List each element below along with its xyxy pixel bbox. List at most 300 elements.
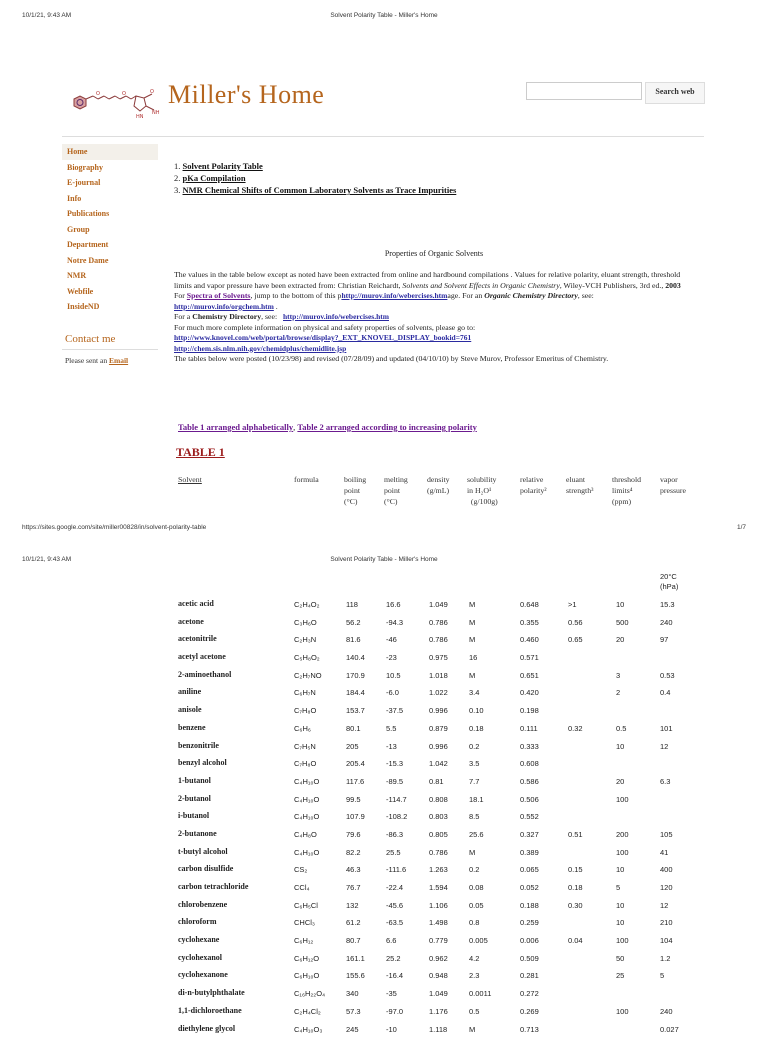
cell-threshold: 500 bbox=[616, 618, 629, 627]
contact-title: Contact me bbox=[65, 333, 115, 345]
webercises-link[interactable]: http://murov.info/webercises.htm bbox=[341, 291, 447, 300]
cell-bp: 205 bbox=[346, 742, 359, 751]
cell-formula: C₆H₅Cl bbox=[294, 901, 318, 910]
cell-bp: 132 bbox=[346, 901, 359, 910]
table-row bbox=[178, 615, 718, 633]
cell-density: 0.786 bbox=[429, 848, 448, 857]
sidebar-nav bbox=[62, 144, 158, 315]
table-row bbox=[178, 685, 718, 703]
cell-mp: -15.3 bbox=[386, 759, 403, 768]
cell-bp: 117.6 bbox=[346, 777, 364, 786]
cell-solubility: M bbox=[469, 618, 475, 627]
cell-solubility: M bbox=[469, 1025, 475, 1034]
cell-density: 0.81 bbox=[429, 777, 444, 786]
cell-threshold: 200 bbox=[616, 830, 629, 839]
cell-density: 0.879 bbox=[429, 724, 448, 733]
cell-threshold: 50 bbox=[616, 954, 624, 963]
cell-bp: 99.5 bbox=[346, 795, 361, 804]
cell-name: 1-butanol bbox=[178, 776, 211, 785]
cell-name: cyclohexanone bbox=[178, 970, 228, 979]
header-bp-line: boiling bbox=[344, 475, 366, 484]
table-row bbox=[178, 792, 718, 810]
cell-threshold: 20 bbox=[616, 635, 624, 644]
cell-polarity: 0.506 bbox=[520, 795, 539, 804]
cell-name: acetonitrile bbox=[178, 634, 217, 643]
cell-formula: C₆H₁₀O bbox=[294, 971, 319, 980]
table-row bbox=[178, 951, 718, 969]
header-solubility-line: (g/100g) bbox=[471, 497, 498, 506]
intro-text-f: age. For an bbox=[447, 291, 482, 300]
cell-solubility: M bbox=[469, 671, 475, 680]
book-title: Solvents and Solvent Effects in Organic Chemistry bbox=[402, 281, 559, 290]
cell-density: 1.263 bbox=[429, 865, 448, 874]
cell-solubility: M bbox=[469, 635, 475, 644]
table-row bbox=[178, 703, 718, 721]
cell-solubility: 0.2 bbox=[469, 742, 479, 751]
cell-formula: C₆H₁₂ bbox=[294, 936, 313, 945]
cell-bp: 205.4 bbox=[346, 759, 365, 768]
cell-vapor: 12 bbox=[660, 742, 668, 751]
cell-formula: C₄H₁₀O bbox=[294, 848, 319, 857]
header-mp-line: point bbox=[384, 486, 400, 495]
cell-density: 0.975 bbox=[429, 653, 448, 662]
cell-density: 0.808 bbox=[429, 795, 448, 804]
cell-mp: -97.0 bbox=[386, 1007, 403, 1016]
cell-bp: 76.7 bbox=[346, 883, 361, 892]
cell-polarity: 0.389 bbox=[520, 848, 539, 857]
table2-link[interactable]: Table 2 arranged according to increasing polarity bbox=[297, 422, 476, 432]
header-mp bbox=[384, 474, 408, 507]
search-input[interactable] bbox=[526, 82, 642, 100]
cell-density: 0.786 bbox=[429, 618, 448, 627]
header-eluant bbox=[566, 474, 593, 496]
toc-link-solvent-polarity[interactable]: Solvent Polarity Table bbox=[183, 161, 263, 171]
cell-density: 0.803 bbox=[429, 812, 448, 821]
cell-density: 0.996 bbox=[429, 706, 448, 715]
cell-name: aniline bbox=[178, 687, 201, 696]
cell-bp: 80.7 bbox=[346, 936, 361, 945]
header-vapor-line: vapor bbox=[660, 475, 678, 484]
contact-text bbox=[65, 356, 128, 365]
header-density-line: density bbox=[427, 475, 450, 484]
svg-text:O: O bbox=[96, 91, 100, 97]
cell-solubility: 2.3 bbox=[469, 971, 479, 980]
header-eluant-line: strength³ bbox=[566, 486, 593, 495]
table-row bbox=[178, 862, 718, 880]
cell-vapor: 101 bbox=[660, 724, 673, 733]
cell-eluant: 0.32 bbox=[568, 724, 583, 733]
cell-mp: -63.5 bbox=[386, 918, 403, 927]
cell-mp: 6.6 bbox=[386, 936, 396, 945]
intro-text-g: , see: bbox=[578, 291, 594, 300]
cell-density: 1.049 bbox=[429, 989, 448, 998]
header-threshold-line: threshold bbox=[612, 475, 641, 484]
knovel-link[interactable]: http://www.knovel.com/web/portal/browse/display?_EXT_KNOVEL_DISPLAY_bookid=761 bbox=[174, 333, 471, 342]
cell-mp: 16.6 bbox=[386, 600, 401, 609]
header-solubility-line: solubility bbox=[467, 475, 496, 484]
cell-threshold: 0.5 bbox=[616, 724, 626, 733]
cell-bp: 61.2 bbox=[346, 918, 361, 927]
nav-item-publications[interactable]: Publications bbox=[62, 206, 158, 222]
cell-bp: 155.6 bbox=[346, 971, 365, 980]
cell-threshold: 100 bbox=[616, 848, 629, 857]
cell-eluant: 0.56 bbox=[568, 618, 583, 627]
cell-solubility: 8.5 bbox=[469, 812, 479, 821]
svg-text:O: O bbox=[122, 91, 126, 97]
cell-bp: 170.9 bbox=[346, 671, 365, 680]
cell-name: 2-butanol bbox=[178, 794, 211, 803]
vapor-unit-line: 20°C bbox=[660, 572, 677, 581]
cell-mp: -86.3 bbox=[386, 830, 403, 839]
table-row bbox=[178, 809, 718, 827]
nav-item-info[interactable]: Info bbox=[62, 191, 158, 207]
toc-link-nmr-shifts[interactable]: NMR Chemical Shifts of Common Laboratory Solvents as Trace Impurities bbox=[183, 185, 457, 195]
cell-formula: CS₂ bbox=[294, 865, 307, 874]
vapor-unit bbox=[660, 572, 678, 592]
cell-mp: 5.5 bbox=[386, 724, 396, 733]
cell-name: cyclohexane bbox=[178, 935, 219, 944]
cell-vapor: 15.3 bbox=[660, 600, 675, 609]
cell-density: 1.106 bbox=[429, 901, 448, 910]
cell-vapor: 97 bbox=[660, 635, 668, 644]
table-row bbox=[178, 668, 718, 686]
cell-solubility: M bbox=[469, 848, 475, 857]
table1-title: TABLE 1 bbox=[176, 445, 225, 460]
cell-polarity: 0.571 bbox=[520, 653, 539, 662]
cell-vapor: 400 bbox=[660, 865, 673, 874]
solvent-table bbox=[178, 597, 718, 1039]
header-mp-line: melting bbox=[384, 475, 408, 484]
cell-density: 0.786 bbox=[429, 635, 448, 644]
table-row bbox=[178, 739, 718, 757]
cell-solubility: 4.2 bbox=[469, 954, 479, 963]
cell-formula: C₂H₇NO bbox=[294, 671, 322, 680]
cell-solubility: 0.05 bbox=[469, 901, 484, 910]
cell-vapor: 0.4 bbox=[660, 688, 670, 697]
nav-item-e-journal[interactable]: E-journal bbox=[62, 175, 158, 191]
cell-solubility: 0.8 bbox=[469, 918, 479, 927]
table-row bbox=[178, 845, 718, 863]
cell-formula: C₄H₁₀O₃ bbox=[294, 1025, 322, 1034]
nav-item-home[interactable]: Home bbox=[62, 144, 158, 160]
cell-formula: C₅H₈O₂ bbox=[294, 653, 320, 662]
cell-vapor: 1.2 bbox=[660, 954, 670, 963]
cell-vapor: 105 bbox=[660, 830, 673, 839]
cell-polarity: 0.272 bbox=[520, 989, 539, 998]
cell-polarity: 0.006 bbox=[520, 936, 539, 945]
toc-num: 3. bbox=[174, 185, 180, 195]
header-threshold-line: limits⁴ bbox=[612, 486, 632, 495]
table-row bbox=[178, 986, 718, 1004]
cell-formula: C₆H₆ bbox=[294, 724, 311, 733]
cell-bp: 81.6 bbox=[346, 635, 361, 644]
cell-polarity: 0.052 bbox=[520, 883, 539, 892]
cell-solubility: 0.18 bbox=[469, 724, 484, 733]
spectra-link[interactable]: Spectra of Solvents bbox=[187, 291, 251, 300]
cell-solubility: 3.5 bbox=[469, 759, 479, 768]
cell-name: anisole bbox=[178, 705, 202, 714]
cell-name: acetyl acetone bbox=[178, 652, 226, 661]
table-row bbox=[178, 650, 718, 668]
cell-threshold: 2 bbox=[616, 688, 620, 697]
cell-mp: -35 bbox=[386, 989, 397, 998]
cell-threshold: 10 bbox=[616, 742, 624, 751]
cell-mp: -16.4 bbox=[386, 971, 403, 980]
cell-density: 1.022 bbox=[429, 688, 448, 697]
cell-bp: 245 bbox=[346, 1025, 359, 1034]
intro-text-c: , Wiley-VCH Publishers, 3rd ed., bbox=[560, 281, 664, 290]
nav-item-department[interactable]: Department bbox=[62, 237, 158, 253]
cell-density: 0.779 bbox=[429, 936, 448, 945]
cell-solubility: 7.7 bbox=[469, 777, 479, 786]
contact-divider bbox=[62, 349, 158, 350]
cell-name: diethylene glycol bbox=[178, 1024, 235, 1033]
cell-solubility: 0.2 bbox=[469, 865, 479, 874]
toc-num: 1. bbox=[174, 161, 180, 171]
cell-density: 0.962 bbox=[429, 954, 448, 963]
cell-bp: 57.3 bbox=[346, 1007, 361, 1016]
cell-eluant: >1 bbox=[568, 600, 577, 609]
cell-vapor: 240 bbox=[660, 1007, 673, 1016]
cell-name: cyclohexanol bbox=[178, 953, 222, 962]
cell-mp: -89.5 bbox=[386, 777, 403, 786]
cell-polarity: 0.648 bbox=[520, 600, 539, 609]
cd-post: , see: bbox=[261, 312, 277, 321]
cell-name: t-butyl alcohol bbox=[178, 847, 228, 856]
table-links-sep: , bbox=[293, 422, 295, 432]
molecule-logo-icon bbox=[62, 86, 168, 126]
more-info-text: For much more complete information on physical and safety properties of solvents, please go to: bbox=[174, 323, 475, 332]
table-row bbox=[178, 880, 718, 898]
header-polarity-line: relative bbox=[520, 475, 543, 484]
cd-pre: For a bbox=[174, 312, 190, 321]
cell-density: 1.049 bbox=[429, 600, 448, 609]
header-bp-line: point bbox=[344, 486, 360, 495]
header-density bbox=[427, 474, 450, 496]
cell-solubility: 18.1 bbox=[469, 795, 484, 804]
cell-threshold: 100 bbox=[616, 795, 629, 804]
header-vapor-line: pressure bbox=[660, 486, 686, 495]
cell-formula: CCl₄ bbox=[294, 883, 310, 892]
table-row bbox=[178, 756, 718, 774]
nav-item-biography[interactable]: Biography bbox=[62, 160, 158, 176]
cell-density: 1.042 bbox=[429, 759, 448, 768]
cell-eluant: 0.18 bbox=[568, 883, 583, 892]
cell-name: acetic acid bbox=[178, 599, 214, 608]
ocd-label: Organic Chemistry Directory bbox=[484, 291, 578, 300]
intro-text-a: The values in the table below except as noted have been extracted from online and hardbound compilations . Values for relative polarity, eluant strength, threshold limits and vapor pressure have been extracted from: Christian Reichardt, bbox=[174, 270, 680, 290]
cell-bp: 56.2 bbox=[346, 618, 361, 627]
cell-bp: 184.4 bbox=[346, 688, 365, 697]
cell-formula: C₄H₁₀O bbox=[294, 795, 319, 804]
cell-formula: C₄H₈O bbox=[294, 830, 317, 839]
toc-item bbox=[174, 160, 714, 172]
cell-eluant: 0.30 bbox=[568, 901, 583, 910]
cell-polarity: 0.065 bbox=[520, 865, 539, 874]
cell-name: 2-butanone bbox=[178, 829, 217, 838]
cell-polarity: 0.552 bbox=[520, 812, 539, 821]
cell-mp: 25.5 bbox=[386, 848, 401, 857]
cell-mp: 25.2 bbox=[386, 954, 401, 963]
cell-polarity: 0.259 bbox=[520, 918, 539, 927]
cell-solubility: 0.5 bbox=[469, 1007, 479, 1016]
cell-formula: C₆H₇N bbox=[294, 688, 316, 697]
posted-text: The tables below were posted (10/23/98) and revised (07/28/09) and updated (04/10/10) by Steve Murov, Professor Emeritus of Chemistry. bbox=[174, 354, 608, 363]
cell-bp: 140.4 bbox=[346, 653, 365, 662]
email-link[interactable]: Email bbox=[109, 356, 128, 365]
header-bp-line: (°C) bbox=[344, 497, 358, 506]
cell-eluant: 0.04 bbox=[568, 936, 583, 945]
cell-solubility: 0.10 bbox=[469, 706, 484, 715]
cell-formula: C₂H₄Cl₂ bbox=[294, 1007, 321, 1016]
toc-link-pka[interactable]: pKa Compilation bbox=[183, 173, 246, 183]
cell-vapor: 6.3 bbox=[660, 777, 670, 786]
cell-name: 2-aminoethanol bbox=[178, 670, 231, 679]
header-eluant-line: eluant bbox=[566, 475, 585, 484]
cell-threshold: 10 bbox=[616, 918, 624, 927]
table-row bbox=[178, 1022, 718, 1039]
cell-density: 1.176 bbox=[429, 1007, 448, 1016]
cell-mp: -6.0 bbox=[386, 688, 399, 697]
nav-item-insidend[interactable]: InsideND bbox=[62, 299, 158, 315]
cell-vapor: 240 bbox=[660, 618, 673, 627]
toc-item bbox=[174, 172, 714, 184]
cell-vapor: 0.027 bbox=[660, 1025, 679, 1034]
cell-bp: 107.9 bbox=[346, 812, 365, 821]
cell-density: 0.805 bbox=[429, 830, 448, 839]
cell-polarity: 0.281 bbox=[520, 971, 539, 980]
print-page-title-2: Solvent Polarity Table - Miller's Home bbox=[0, 556, 768, 563]
header-vapor bbox=[660, 474, 686, 496]
orgchem-link[interactable]: http://murov.info/orgchem.htm bbox=[174, 302, 274, 311]
table-row bbox=[178, 721, 718, 739]
table-links bbox=[178, 422, 477, 432]
cell-bp: 118 bbox=[346, 600, 358, 609]
cd-label: Chemistry Directory bbox=[192, 312, 261, 321]
search-web-button[interactable]: Search web bbox=[645, 82, 705, 104]
cell-polarity: 0.355 bbox=[520, 618, 539, 627]
cell-threshold: 10 bbox=[616, 600, 624, 609]
cell-bp: 340 bbox=[346, 989, 359, 998]
cell-vapor: 104 bbox=[660, 936, 673, 945]
header-density-line: (g/mL) bbox=[427, 486, 449, 495]
intro-text-d: For bbox=[174, 291, 185, 300]
header-solubility-line: in H₂O¹ bbox=[467, 486, 491, 495]
print-url: https://sites.google.com/site/miller00828/in/solvent-polarity-table bbox=[22, 524, 206, 531]
cell-density: 1.118 bbox=[429, 1025, 447, 1034]
contact-text-label: Please sent an bbox=[65, 356, 107, 365]
nav-item-notre-dame[interactable]: Notre Dame bbox=[62, 253, 158, 269]
header-solvent: Solvent bbox=[178, 474, 202, 485]
cell-bp: 153.7 bbox=[346, 706, 365, 715]
cell-vapor: 12 bbox=[660, 901, 668, 910]
cell-name: i-butanol bbox=[178, 811, 209, 820]
cell-formula: C₆H₁₂O bbox=[294, 954, 319, 963]
header-polarity-line: polarity² bbox=[520, 486, 547, 495]
cell-formula: C₂H₃N bbox=[294, 635, 316, 644]
cell-threshold: 5 bbox=[616, 883, 620, 892]
cell-name: carbon disulfide bbox=[178, 864, 233, 873]
header-threshold-line: (ppm) bbox=[612, 497, 631, 506]
cell-polarity: 0.333 bbox=[520, 742, 539, 751]
cell-formula: C₇H₅N bbox=[294, 742, 316, 751]
cell-name: carbon tetrachloride bbox=[178, 882, 248, 891]
cell-mp: -114.7 bbox=[386, 795, 407, 804]
page-2 bbox=[0, 552, 768, 1024]
cell-polarity: 0.586 bbox=[520, 777, 539, 786]
cell-polarity: 0.608 bbox=[520, 759, 539, 768]
cell-polarity: 0.651 bbox=[520, 671, 539, 680]
header-solubility bbox=[467, 474, 498, 507]
cell-mp: -23 bbox=[386, 653, 397, 662]
cell-name: benzene bbox=[178, 723, 206, 732]
cell-mp: -45.6 bbox=[386, 901, 403, 910]
cell-threshold: 10 bbox=[616, 901, 624, 910]
book-year: 2003 bbox=[665, 281, 681, 290]
cell-density: 0.996 bbox=[429, 742, 448, 751]
cell-mp: -13 bbox=[386, 742, 397, 751]
toc bbox=[174, 160, 714, 196]
cell-eluant: 0.51 bbox=[568, 830, 583, 839]
cell-name: di-n-butylphthalate bbox=[178, 988, 245, 997]
print-page-title: Solvent Polarity Table - Miller's Home bbox=[0, 12, 768, 19]
nav-item-group[interactable]: Group bbox=[62, 222, 158, 238]
toc-num: 2. bbox=[174, 173, 180, 183]
intro-text: The values in the table below except as noted have been extracted from online and hardbound compilations . Values for relative polarity, eluant strength, threshold limits and vapor pressure have been extracted from: Christian Reichardt, Solvents and Solvent Effects in Organic Chemistry, Wiley-VCH Publishers, 3rd ed., 2003 For Spectra of Solvents, jump to the bottom of this phttp://murov.info/webercises.htmage. For an Organic Chemistry Directory, see: http://murov.info/orgchem.htm . For a Chemistry Directory, see: http://murov.info/webercises.htm For much more complete information on physical and safety properties of solvents, please go to: http://www.knovel.com/web/portal/browse/display?_EXT_KNOVEL_DISPLAY_bookid=761 http://chem.sis.nlm.nih.gov/chemidplus/chemidlite.jsp The tables below were posted (10/23/98) and revised (07/28/09) and updated (04/10/10) by Steve Murov, Professor Emeritus of Chemistry. bbox=[174, 270, 694, 365]
svg-text:O: O bbox=[150, 89, 154, 95]
print-datetime-2: 10/1/21, 9:43 AM bbox=[22, 556, 71, 563]
cell-mp: -94.3 bbox=[386, 618, 403, 627]
table-row bbox=[178, 597, 718, 615]
cell-mp: -108.2 bbox=[386, 812, 407, 821]
table-row bbox=[178, 1004, 718, 1022]
print-datetime: 10/1/21, 9:43 AM bbox=[22, 12, 71, 19]
table-row bbox=[178, 827, 718, 845]
cell-bp: 79.6 bbox=[346, 830, 361, 839]
cell-bp: 161.1 bbox=[346, 954, 365, 963]
cell-name: chloroform bbox=[178, 917, 217, 926]
cell-polarity: 0.198 bbox=[520, 706, 539, 715]
header-bp bbox=[344, 474, 366, 507]
nav-item-nmr[interactable]: NMR bbox=[62, 268, 158, 284]
nav-item-webfile[interactable]: Webfile bbox=[62, 284, 158, 300]
cell-formula: C₄H₁₀O bbox=[294, 777, 319, 786]
cell-polarity: 0.509 bbox=[520, 954, 539, 963]
cell-formula: C₄H₁₀O bbox=[294, 812, 319, 821]
cell-polarity: 0.460 bbox=[520, 635, 539, 644]
properties-heading: Properties of Organic Solvents bbox=[174, 249, 694, 258]
cell-bp: 46.3 bbox=[346, 865, 361, 874]
table-row bbox=[178, 774, 718, 792]
cell-formula: CHCl₃ bbox=[294, 918, 315, 927]
chemidplus-link[interactable]: http://chem.sis.nlm.nih.gov/chemidplus/chemidlite.jsp bbox=[174, 344, 346, 353]
cell-mp: -37.5 bbox=[386, 706, 403, 715]
webercises-link-2[interactable]: http://murov.info/webercises.htm bbox=[283, 312, 389, 321]
cell-formula: C₃H₆O bbox=[294, 618, 317, 627]
header-divider bbox=[62, 136, 704, 137]
cell-name: benzonitrile bbox=[178, 741, 219, 750]
cell-polarity: 0.420 bbox=[520, 688, 539, 697]
cell-mp: -111.6 bbox=[386, 865, 406, 874]
cell-eluant: 0.15 bbox=[568, 865, 583, 874]
cell-solubility: M bbox=[469, 600, 475, 609]
cell-polarity: 0.188 bbox=[520, 901, 539, 910]
cell-polarity: 0.327 bbox=[520, 830, 539, 839]
table1-link[interactable]: Table 1 arranged alphabetically bbox=[178, 422, 293, 432]
cell-bp: 82.2 bbox=[346, 848, 361, 857]
table-row bbox=[178, 632, 718, 650]
vapor-unit-line: (hPa) bbox=[660, 582, 678, 591]
